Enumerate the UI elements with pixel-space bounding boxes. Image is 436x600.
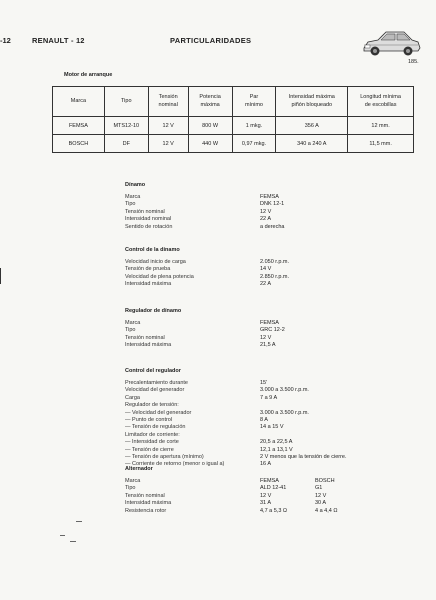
spec-label: Velocidad del generador [125, 387, 185, 394]
spec-label: Marca [125, 320, 141, 326]
spec-label: Intensidad nominal [125, 216, 172, 223]
spec-value: 2 V menos que la tensión de cierre. [260, 453, 347, 460]
table-cell: 12 mm. [348, 117, 414, 135]
spec-value: 14 a 15 V [260, 424, 284, 431]
spec-label: Sentido de rotación [125, 223, 173, 230]
spec-value-2: BOSCH [315, 478, 335, 484]
spec-label: Precalentamiento durante [125, 380, 188, 386]
spec-label: — Tensión de regulación [125, 424, 186, 431]
spec-row [125, 281, 425, 288]
col-potencia: Potencia máxima [188, 87, 232, 117]
spec-value-2: 12 V [315, 492, 327, 499]
spec-value: 21,5 A [260, 342, 276, 349]
margin-dash [76, 521, 82, 522]
spec-value: DNK 12-1 [260, 201, 285, 208]
spec-label: Velocidad de plena potencia [125, 273, 194, 280]
spec-row [125, 493, 425, 500]
col-marca: Marca [53, 87, 105, 117]
spec-row [125, 508, 425, 515]
spec-value: 20,5 a 22,5 A [260, 439, 293, 446]
table-cell: BOSCH [53, 135, 105, 153]
spec-value: 2.850 r.p.m. [260, 273, 290, 280]
margin-dash [70, 541, 76, 542]
table-cell: FEMSA [53, 117, 105, 135]
table-cell: 356 A [276, 117, 348, 135]
spec-row [125, 380, 425, 387]
spec-value: FEMSA [260, 320, 279, 326]
motor-arranque-title: Motor de arranque [64, 72, 113, 78]
table-cell: 12 V [148, 135, 188, 153]
page-number: 185. [408, 59, 419, 65]
table-cell: 800 W [188, 117, 232, 135]
spec-label: Tensión nominal [125, 492, 165, 499]
spec-value: 15' [260, 380, 268, 386]
col-longitud: Longitud mínima de escobillas [348, 87, 414, 117]
spec-row [125, 500, 425, 507]
spec-row [125, 395, 425, 402]
spec-value: 22 A [260, 281, 272, 288]
spec-row [125, 209, 425, 216]
col-tipo: Tipo [104, 87, 148, 117]
spec-row [125, 432, 425, 439]
spec-value: 22 A [260, 216, 272, 223]
spec-row [125, 194, 425, 201]
control-dinamo-section [125, 247, 425, 289]
spec-label: — Tensión de cierre [125, 446, 174, 453]
spec-value [260, 432, 405, 439]
spec-label: Tensión nominal [125, 208, 165, 215]
spec-value: 3.000 a 3.500 r.p.m. [260, 387, 309, 394]
table-cell: 340 a 240 A [276, 135, 348, 153]
spec-label: Intensidad máxima [125, 342, 172, 349]
table-cell: 12 V [148, 117, 188, 135]
spec-label: Tensión de prueba [125, 266, 171, 273]
spec-label: Regulador de tensión: [125, 402, 179, 409]
spec-value: GRC 12-2 [260, 327, 285, 334]
table-row [53, 117, 414, 135]
table-cell: 0,97 mkg. [232, 135, 276, 153]
spec-label: Marca [125, 194, 141, 200]
spec-value: 16 A [260, 461, 272, 468]
spec-label: — Tensión de apertura (mínimo) [125, 453, 204, 460]
spec-value: 12 V [260, 492, 272, 499]
table-row [53, 135, 414, 153]
spec-label: Marca [125, 478, 141, 484]
col-tension: Tensión nominal [148, 87, 188, 117]
col-intensidad: Intensidad máxima piñón bloqueado [276, 87, 348, 117]
spec-label: — Intensidad de corte [125, 439, 179, 446]
motor-arranque-table [52, 86, 414, 153]
spec-value-2: 30 A [315, 500, 327, 507]
spec-row [125, 402, 425, 409]
spec-row [125, 216, 425, 223]
spec-value: 14 V [260, 266, 272, 273]
control-regulador-section [125, 368, 425, 469]
spec-row [125, 410, 425, 417]
regulador-dinamo-section [125, 308, 425, 350]
spec-row [125, 417, 425, 424]
alternador-title: Alternador [125, 466, 153, 472]
spec-label: Intensidad máxima [125, 500, 172, 507]
spec-label: Tipo [125, 327, 136, 334]
margin-mark [0, 268, 1, 284]
alternador-section [125, 466, 425, 515]
spec-value: FEMSA [260, 478, 279, 484]
spec-value-2: G1 [315, 485, 323, 492]
spec-value-2: 4 a 4,4 Ω [315, 507, 338, 514]
spec-value: ALD 12-41 [260, 485, 287, 492]
table-cell: 440 W [188, 135, 232, 153]
spec-row [125, 327, 425, 334]
spec-row [125, 485, 425, 492]
spec-value: 31 A [260, 500, 272, 507]
spec-value: 2.050 r.p.m. [260, 259, 290, 265]
spec-value: 12 V [260, 208, 272, 215]
spec-label: Tipo [125, 201, 136, 208]
spec-row [125, 439, 425, 446]
table-cell: 1 mkg. [232, 117, 276, 135]
spec-row [125, 424, 425, 431]
margin-dash [60, 535, 65, 536]
header-brand: RENAULT - 12 [32, 36, 85, 45]
spec-row [125, 259, 425, 266]
spec-row [125, 454, 425, 461]
spec-value: FEMSA [260, 194, 279, 200]
spec-label: Carga [125, 394, 140, 401]
table-cell: DF [104, 135, 148, 153]
spec-value: 4,7 a 5,3 Ω [260, 507, 288, 514]
spec-label: Resistencia rotor [125, 507, 167, 514]
dinamo-section [125, 182, 425, 231]
spec-row [125, 320, 425, 327]
spec-label: Tipo [125, 485, 136, 492]
spec-label: — Punto de control [125, 416, 173, 423]
table-cell: 11,5 mm. [348, 135, 414, 153]
spec-label: Intensidad máxima [125, 281, 172, 288]
spec-value: 12,1 a 13,1 V [260, 446, 293, 453]
spec-row [125, 335, 425, 342]
col-par: Par mínimo [232, 87, 276, 117]
spec-row [125, 201, 425, 208]
spec-label: Limitador de corriente: [125, 431, 180, 438]
spec-row [125, 266, 425, 273]
dinamo-title: Dínamo [125, 182, 146, 188]
spec-value: a derecha [260, 223, 285, 230]
spec-value: 7 a 9 A [260, 394, 278, 401]
car-illustration [360, 28, 422, 58]
spec-label: Tensión nominal [125, 334, 165, 341]
spec-value [260, 402, 405, 409]
spec-label: Velocidad inicio de carga [125, 259, 186, 265]
spec-row [125, 387, 425, 394]
spec-label: — Velocidad del generador [125, 409, 192, 416]
table-cell: MTS12-10 [104, 117, 148, 135]
regulador-dinamo-title: Regulador de dínamo [125, 308, 182, 314]
spec-value: 3.000 a 3.500 r.p.m. [260, 409, 309, 416]
spec-row [125, 224, 425, 231]
spec-row [125, 478, 425, 485]
spec-row [125, 447, 425, 454]
header-title: PARTICULARIDADES [170, 36, 252, 45]
table-header-row [53, 87, 414, 117]
page-prefix: -12 [0, 36, 11, 45]
spec-row [125, 274, 425, 281]
control-regulador-title: Control del regulador [125, 368, 181, 374]
spec-value: 12 V [260, 334, 272, 341]
spec-row [125, 342, 425, 349]
spec-label: — Corriente de retorno (menor o igual a) [125, 461, 225, 468]
spec-value: 8 A [260, 416, 268, 423]
control-dinamo-title: Control de la dínamo [125, 247, 180, 253]
